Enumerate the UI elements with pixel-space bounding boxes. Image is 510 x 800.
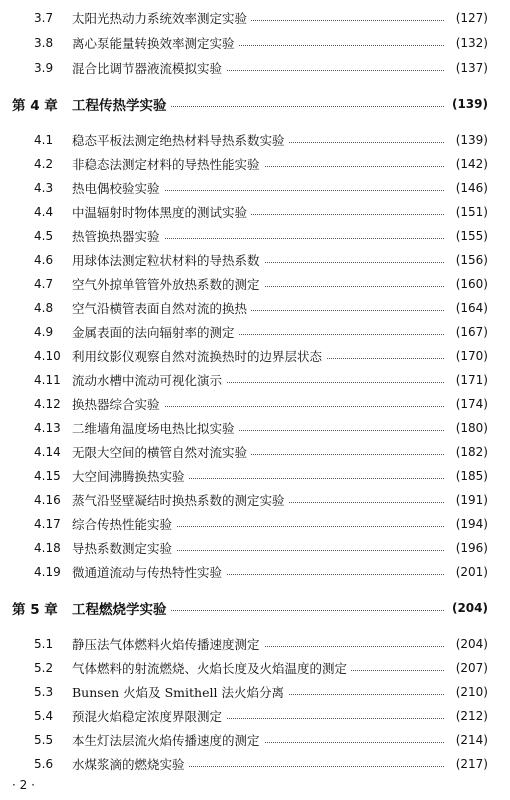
entry-number: 4.6 <box>34 253 54 267</box>
entry-number: 3.7 <box>34 11 54 25</box>
entry-number: 4.4 <box>34 205 54 219</box>
toc-entry-4-7 <box>0 274 510 294</box>
entry-number: 4.14 <box>34 445 61 459</box>
entry-number: 4.16 <box>34 493 61 507</box>
entry-title: 用球体法测定粒状材料的导热系数 <box>72 251 264 269</box>
entry-number: 4.12 <box>34 397 61 411</box>
toc-entry-5-6 <box>0 754 510 774</box>
entry-title: 导热系数测定实验 <box>72 539 176 557</box>
entry-title: 热电偶校验实验 <box>72 179 164 197</box>
toc-entry-4-9 <box>0 322 510 342</box>
toc-entry-4-1 <box>0 130 510 150</box>
entry-number: 5.1 <box>34 637 54 651</box>
entry-title: 金属表面的法向辐射率的测定 <box>72 323 239 341</box>
entry-title: 太阳光热动力系统效率测定实验 <box>72 9 251 27</box>
toc-entry-3-7 <box>0 8 510 28</box>
entry-title: 综合传热性能实验 <box>72 515 176 533</box>
entry-page: (191) <box>452 493 488 507</box>
entry-page: (182) <box>452 445 488 459</box>
entry-page: (171) <box>452 373 488 387</box>
entry-number: 4.13 <box>34 421 61 435</box>
toc-entry-4-17 <box>0 514 510 534</box>
toc-entry-4-5 <box>0 226 510 246</box>
entry-title: Bunsen 火焰及 Smithell 法火焰分离 <box>72 683 288 701</box>
toc-entry-4-12 <box>0 394 510 414</box>
entry-number: 3.9 <box>34 61 54 75</box>
entry-page: (146) <box>452 181 488 195</box>
entry-title: 混合比调节器液流模拟实验 <box>72 59 226 77</box>
chapter-title: 工程传热学实验 <box>72 94 171 114</box>
toc-entry-5-5 <box>0 730 510 750</box>
entry-title: 蒸气沿竖壁凝结时换热系数的测定实验 <box>72 491 289 509</box>
entry-title: 流动水槽中流动可视化演示 <box>72 371 226 389</box>
toc-entry-4-19 <box>0 562 510 582</box>
chapter-number: 第 5 章 <box>12 602 58 618</box>
toc-entry-4-16 <box>0 490 510 510</box>
entry-page: (137) <box>452 61 488 75</box>
entry-title: 空气沿横管表面自然对流的换热 <box>72 299 251 317</box>
entry-number: 4.9 <box>34 325 54 339</box>
entry-title: 中温辐射时物体黑度的测试实验 <box>72 203 251 221</box>
entry-title: 水煤浆滴的燃烧实验 <box>72 755 189 773</box>
entry-number: 4.1 <box>34 133 54 147</box>
entry-number: 4.18 <box>34 541 61 555</box>
entry-page: (214) <box>452 733 488 747</box>
entry-number: 3.8 <box>34 36 54 50</box>
toc-entry-5-1 <box>0 634 510 654</box>
entry-page: (174) <box>452 397 488 411</box>
entry-title: 空气外掠单管管外放热系数的测定 <box>72 275 264 293</box>
entry-number: 4.15 <box>34 469 61 483</box>
entry-page: (164) <box>452 301 488 315</box>
entry-number: 5.6 <box>34 757 54 771</box>
entry-title: 稳态平板法测定绝热材料导热系数实验 <box>72 131 289 149</box>
entry-page: (155) <box>452 229 488 243</box>
toc-entry-5-2 <box>0 658 510 678</box>
entry-page: (217) <box>452 757 488 771</box>
entry-page: (139) <box>452 133 488 147</box>
toc-entry-4-10 <box>0 346 510 366</box>
entry-title: 微通道流动与传热特性实验 <box>72 563 226 581</box>
entry-page: (151) <box>452 205 488 219</box>
toc-entry-3-9 <box>0 58 510 78</box>
entry-page: (180) <box>452 421 488 435</box>
toc-entry-4-13 <box>0 418 510 438</box>
entry-number: 4.8 <box>34 301 54 315</box>
toc-entry-4-8 <box>0 298 510 318</box>
toc-entry-4-4 <box>0 202 510 222</box>
chapter-page: (139) <box>448 97 488 111</box>
chapter-5-heading <box>0 598 510 618</box>
entry-number: 4.2 <box>34 157 54 171</box>
entry-number: 5.4 <box>34 709 54 723</box>
entry-page: (167) <box>452 325 488 339</box>
entry-page: (185) <box>452 469 488 483</box>
toc-entry-4-14 <box>0 442 510 462</box>
chapter-number: 第 4 章 <box>12 98 58 114</box>
entry-number: 4.3 <box>34 181 54 195</box>
toc-entry-5-3 <box>0 682 510 702</box>
entry-page: (204) <box>452 637 488 651</box>
entry-page: (142) <box>452 157 488 171</box>
entry-page: (210) <box>452 685 488 699</box>
chapter-4-heading <box>0 94 510 114</box>
entry-page: (212) <box>452 709 488 723</box>
entry-title: 离心泵能量转换效率测定实验 <box>72 34 239 52</box>
entry-title: 二维墙角温度场电热比拟实验 <box>72 419 239 437</box>
chapter-page: (204) <box>448 601 488 615</box>
entry-page: (156) <box>452 253 488 267</box>
toc-entry-4-18 <box>0 538 510 558</box>
entry-number: 4.5 <box>34 229 54 243</box>
entry-page: (196) <box>452 541 488 555</box>
toc-entry-4-15 <box>0 466 510 486</box>
entry-title: 非稳态法测定材料的导热性能实验 <box>72 155 264 173</box>
entry-title: 热管换热器实验 <box>72 227 164 245</box>
page-number-footer: · 2 · <box>12 778 35 792</box>
entry-page: (170) <box>452 349 488 363</box>
entry-page: (132) <box>452 36 488 50</box>
entry-page: (194) <box>452 517 488 531</box>
entry-number: 5.3 <box>34 685 54 699</box>
entry-number: 4.19 <box>34 565 61 579</box>
entry-number: 4.11 <box>34 373 61 387</box>
entry-title: 换热器综合实验 <box>72 395 164 413</box>
entry-title: 本生灯法层流火焰传播速度的测定 <box>72 731 264 749</box>
toc-entry-4-6 <box>0 250 510 270</box>
chapter-title: 工程燃烧学实验 <box>72 598 171 618</box>
entry-title: 预混火焰稳定浓度界限测定 <box>72 707 226 725</box>
entry-number: 4.17 <box>34 517 61 531</box>
toc-entry-4-3 <box>0 178 510 198</box>
toc-entry-5-4 <box>0 706 510 726</box>
entry-title: 静压法气体燃料火焰传播速度测定 <box>72 635 264 653</box>
entry-page: (207) <box>452 661 488 675</box>
entry-title: 无限大空间的横管自然对流实验 <box>72 443 251 461</box>
entry-number: 5.2 <box>34 661 54 675</box>
entry-title: 大空间沸腾换热实验 <box>72 467 189 485</box>
toc-entry-3-8 <box>0 33 510 53</box>
entry-number: 5.5 <box>34 733 54 747</box>
entry-page: (160) <box>452 277 488 291</box>
toc-entry-4-2 <box>0 154 510 174</box>
entry-number: 4.7 <box>34 277 54 291</box>
entry-page: (201) <box>452 565 488 579</box>
entry-title: 利用纹影仪观察自然对流换热时的边界层状态 <box>72 347 326 365</box>
toc-entry-4-11 <box>0 370 510 390</box>
entry-title: 气体燃料的射流燃烧、火焰长度及火焰温度的测定 <box>72 659 351 677</box>
entry-page: (127) <box>452 11 488 25</box>
entry-number: 4.10 <box>34 349 61 363</box>
